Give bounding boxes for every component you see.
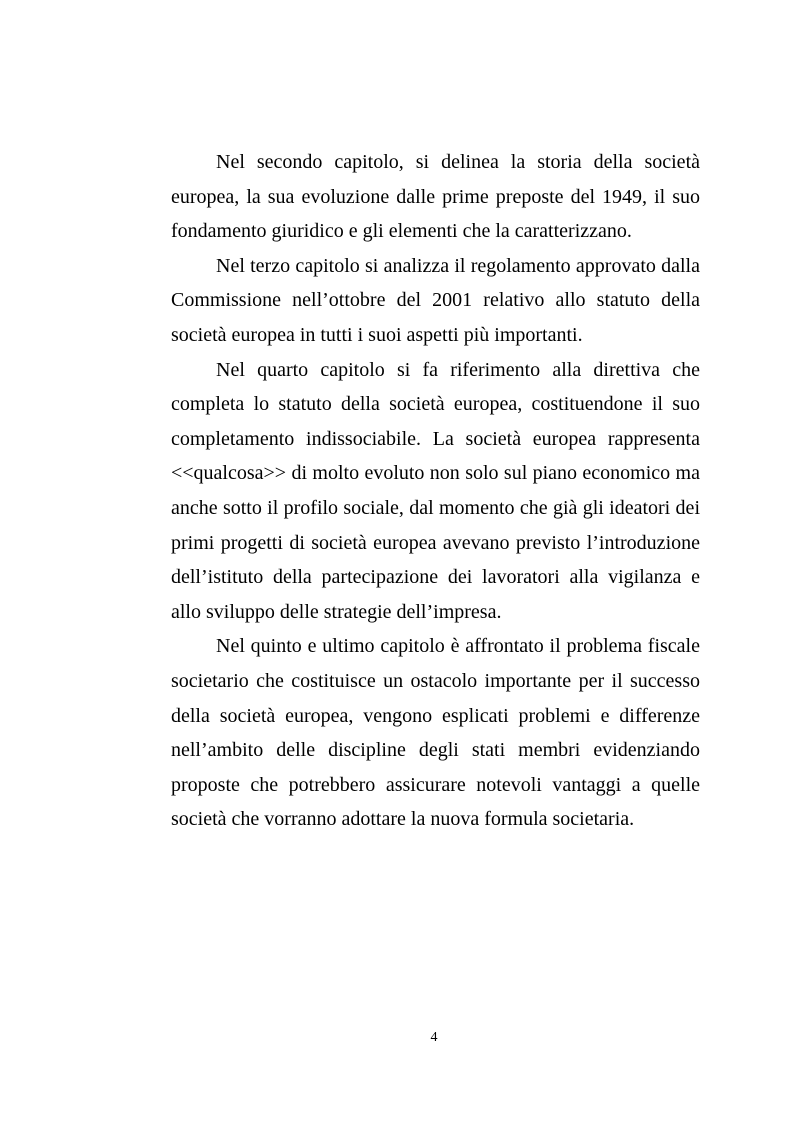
paragraph-chapter-four: Nel quarto capitolo si fa riferimento alla direttiva che completa lo statuto della società europea, costituendone il suo completamento indissociabile. La società europea rappresenta <<qualcosa>> di molto evoluto non solo sul piano economico ma anche sotto il profilo sociale, dal momento che già gli ideatori dei primi progetti di società europea avevano previsto l’introduzione dell’istituto della partecipazione dei lavoratori alla vigilanza e allo sviluppo delle strategie dell’impresa. — [171, 358, 700, 623]
paragraph-chapter-three: Nel terzo capitolo si analizza il regolamento approvato dalla Commissione nell’ottobre del 2001 relativo allo statuto della società europea in tutti i suoi aspetti più importanti. — [171, 254, 700, 346]
page-body — [171, 145, 700, 837]
page-number: 4 — [430, 1030, 438, 1045]
paragraph-chapter-five: Nel quinto e ultimo capitolo è affrontato il problema fiscale societario che costituisce un ostacolo importante per il successo della società europea, vengono esplicati problemi e differenze nell’ambito delle discipline degli stati membri evidenziando proposte che potrebbero assicurare notevoli vantaggi a quelle società che vorranno adottare la nuova formula societaria. — [171, 635, 700, 831]
paragraph-chapter-two: Nel secondo capitolo, si delinea la storia della società europea, la sua evoluzione dalle prime preposte del 1949, il suo fondamento giuridico e gli elementi che la caratterizzano. — [171, 151, 700, 243]
